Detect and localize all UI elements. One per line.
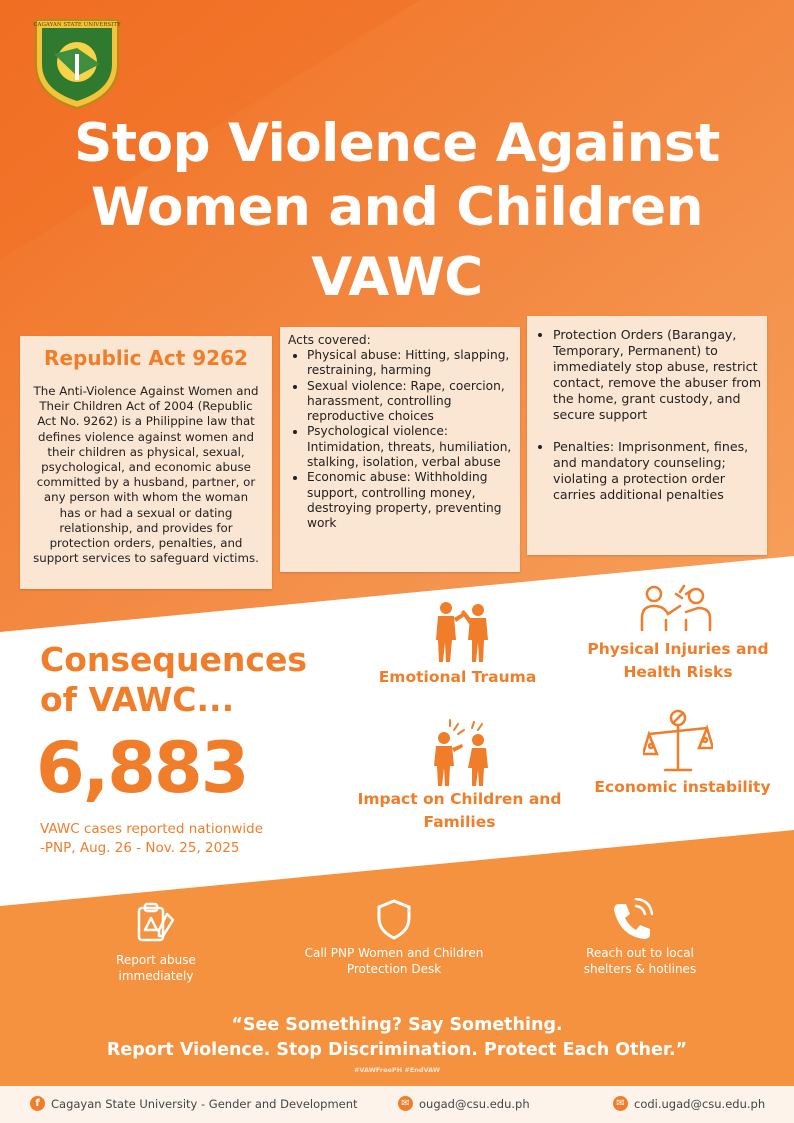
list-item: • Penalties: Imprisonment, fines, and mandatory counseling; violating a protection order carries additional penalties xyxy=(553,439,767,503)
footer-facebook-label: Cagayan State University - Gender and Development xyxy=(51,1096,358,1111)
title-line-3: VAWC xyxy=(311,247,483,308)
footer xyxy=(0,1086,794,1123)
action-report-abuse: Report abuse immediately xyxy=(116,953,196,983)
shield-icon xyxy=(375,898,413,940)
consequences-title-line-1: Consequences xyxy=(40,640,307,679)
shouting-people-icon xyxy=(428,718,498,788)
republic-act-title: Republic Act 9262 xyxy=(44,346,248,370)
university-seal-logo xyxy=(32,14,122,110)
consequence-children-families: Impact on Children and Families xyxy=(357,790,562,831)
footer-email-1[interactable] xyxy=(398,1096,530,1111)
case-count-stat: 6,883 xyxy=(36,727,248,809)
email-icon: ✉ xyxy=(613,1096,628,1111)
injury-icon xyxy=(636,582,716,632)
svg-text:CAGAYAN STATE UNIVERSITY: CAGAYAN STATE UNIVERSITY xyxy=(33,22,121,28)
list-item: • Psychological violence: Intimidation, threats, humiliation, stalking, isolation, verbal abuse xyxy=(307,424,520,470)
arguing-people-icon xyxy=(428,600,498,664)
title-line-1: Stop Violence Against xyxy=(74,113,720,174)
poster-title xyxy=(0,112,794,310)
consequences-title xyxy=(40,640,307,720)
republic-act-description: The Anti-Violence Against Women and Their Children Act of 2004 (Republic Act No. 9262) is a Philippine law that defines violence against women and their children as physical, sexual, psychological, and economic abuse committed by a husband, partner, or any person with whom the woman has or had a sexual or dating relationship, and provides for protection orders, penalties, and support services to safeguard victims. xyxy=(33,384,259,566)
republic-act-card xyxy=(20,336,272,589)
email-icon: ✉ xyxy=(398,1096,413,1111)
footer-email-2[interactable] xyxy=(613,1096,765,1111)
consequence-economic-instability: Economic instability xyxy=(594,778,771,796)
list-item: • Physical abuse: Hitting, slapping, restraining, harming xyxy=(307,348,520,379)
list-item: • Economic abuse: Withholding support, controlling money, destroying property, preventing work xyxy=(307,470,520,531)
facebook-icon: f xyxy=(30,1096,45,1111)
footer-email-2-label: codi.ugad@csu.edu.ph xyxy=(634,1096,766,1111)
action-call-pnp: Call PNP Women and Children Protection Desk xyxy=(304,946,484,976)
phone-icon xyxy=(610,898,654,940)
stat-label-line-2: -PNP, Aug. 26 - Nov. 25, 2025 xyxy=(40,840,240,856)
protection-orders-card xyxy=(527,316,767,555)
consequence-emotional-trauma: Emotional Trauma xyxy=(378,668,537,686)
footer-facebook[interactable] xyxy=(30,1096,358,1111)
footer-email-1-label: ougad@csu.edu.ph xyxy=(419,1096,530,1111)
unbalanced-scale-icon xyxy=(643,708,713,774)
action-reach-shelters: Reach out to local shelters & hotlines xyxy=(583,946,697,976)
quote-line-2: Report Violence. Stop Discrimination. Protect Each Other.” xyxy=(106,1040,688,1060)
consequences-title-line-2: of VAWC... xyxy=(40,680,235,719)
title-line-2: Women and Children xyxy=(91,177,703,238)
list-item: • Sexual violence: Rape, coercion, harassment, controlling reproductive choices xyxy=(307,379,520,425)
acts-covered-card xyxy=(280,327,520,572)
quote-line-1: “See Something? Say Something. xyxy=(231,1015,563,1035)
acts-covered-list xyxy=(280,348,520,532)
hashtags: #VAWFreePH #EndVAW xyxy=(353,1066,441,1074)
case-count-label xyxy=(40,820,263,858)
consequence-physical-injuries: Physical Injuries and Health Risks xyxy=(587,640,769,681)
report-clipboard-icon xyxy=(133,902,177,942)
list-item: • Protection Orders (Barangay, Temporary, Permanent) to immediately stop abuse, restrict contact, remove the abuser from the home, grant custody, and secure support xyxy=(553,327,767,423)
acts-covered-heading: Acts covered: xyxy=(288,333,371,347)
stat-label-line-1: VAWC cases reported nationwide xyxy=(40,821,264,837)
protection-list xyxy=(527,327,767,503)
slogan-quote xyxy=(0,1013,794,1063)
